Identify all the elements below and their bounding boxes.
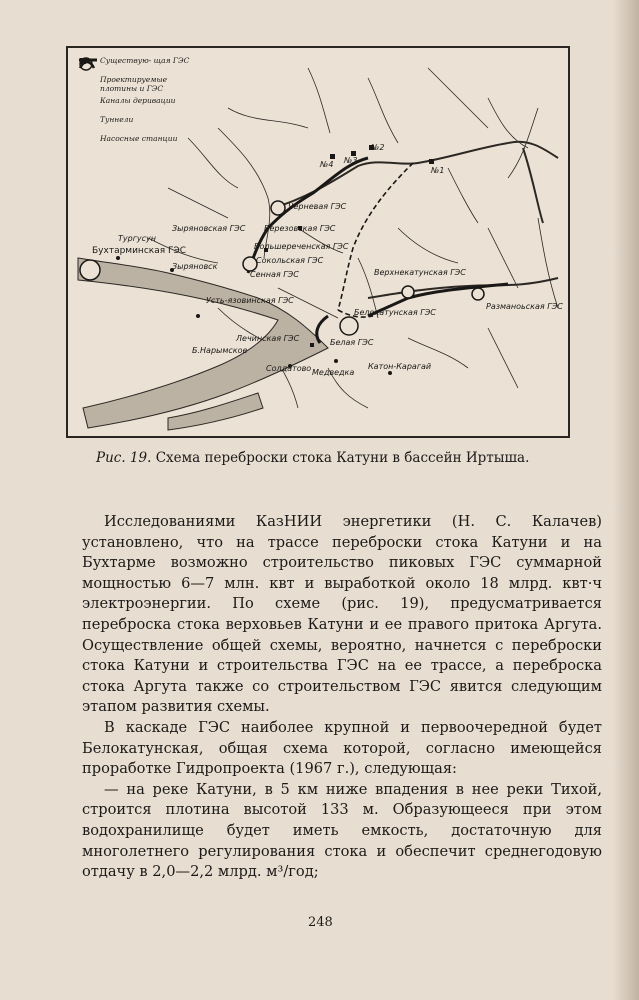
legend-item	[78, 115, 198, 131]
legend-item	[78, 96, 198, 112]
planned-dam-icon	[78, 75, 100, 91]
paragraph: В каскаде ГЭС наиболее крупной и первоочередной будет Белокатунская, общая схема которой, согласно имеющейся проработке Гидропроекта (1967 г.), следующая:	[82, 718, 602, 778]
map-label-razmanovskaya: Разманоьская ГЭС	[486, 302, 563, 311]
map-legend	[78, 56, 198, 153]
map-label-bolsherechenskaya: Большереченская ГЭС	[254, 242, 349, 251]
legend-text: Проектируемые плотины и ГЭС	[100, 75, 168, 93]
map-label-belokatunskaya: Белокатунская ГЭС	[354, 308, 436, 317]
map-label-pump-1: №1	[431, 166, 445, 175]
map-label-katon-karagay: Катон-Карагай	[368, 362, 432, 371]
body-text	[82, 512, 602, 883]
paragraph: — на реке Катуни, в 5 км ниже впадения в нее реки Тихой, строится плотина высотой 133 м. Образующееся при этом водохранилище будет иметь емкость, достаточную для многолетнего регулирования стока и обеспечит среднегодовую отдачу в 2,0—2,2 млрд. м³/год;	[82, 780, 602, 881]
map-label-lechinskaya: Лечинская ГЭС	[236, 334, 300, 343]
legend-text: Туннели	[100, 115, 134, 124]
map-label-belaya: Белая ГЭС	[330, 338, 374, 347]
legend-item	[78, 75, 198, 93]
figure-caption-text: Схема переброски стока Катуни в бассейн Иртыша.	[155, 450, 530, 466]
map-label-verkhnekatunskaya: Верхнекатунская ГЭС	[374, 268, 466, 277]
page-edge-shadow	[613, 0, 639, 1000]
legend-text: Насосные станции	[100, 134, 178, 143]
legend-item	[78, 134, 198, 150]
map-label-soldatovo: Солдатово	[266, 364, 312, 373]
map-label-turgusun: Тургусун	[118, 234, 156, 243]
map-label-zyryanovskaya: Зыряновская ГЭС	[172, 224, 246, 233]
paragraph: Исследованиями КазНИИ энергетики (Н. С. Калачев) установлено, что на трассе переброски стока Катуни и на Бухтарме возможно строительство пиковых ГЭС суммарной мощностью 6—7 млн. квт и выработкой около 18 млрд. квт·ч электроэнергии. По схеме (рис. 19), предусматривается переброска стока верховьев Катуни и ее правого притока Аргута. Осуществление общей схемы, вероятно, начнется с переброски стока Катуни и строительства ГЭС на ее трассе, а переброска стока Аргута также со строительством ГЭС явится следующим этапом развития схемы.	[82, 513, 602, 716]
map-label-b-narymskoe: Б.Нарымское	[192, 346, 248, 355]
map-label-zyryanovsk: Зыряновск	[172, 262, 218, 271]
map-label-chernevaya: Черневая ГЭС	[288, 202, 347, 211]
figure-caption	[96, 450, 576, 466]
canal-icon	[78, 96, 100, 112]
pump-station-icon	[78, 134, 100, 150]
legend-text: Существую- щая ГЭС	[100, 56, 190, 65]
tunnel-icon	[78, 115, 100, 131]
map-label-pump-4: №4	[320, 160, 334, 169]
map-label-sennaya: Сенная ГЭС	[250, 270, 299, 279]
figure-number: Рис. 19.	[96, 450, 152, 466]
legend-text: Каналы деривации	[100, 96, 176, 105]
map-label-bukhtarminskaya: Бухтарминская ГЭС	[92, 246, 187, 256]
page-number: 248	[308, 915, 333, 930]
map-label-ust-yazovinskaya: Усть-язовинская ГЭС	[206, 296, 294, 305]
map-label-pump-2: №2	[371, 143, 385, 152]
map-label-pump-3: №3	[344, 156, 358, 165]
map-figure	[66, 46, 570, 438]
map-label-sokolskaya: Сокольская ГЭС	[256, 256, 324, 265]
map-label-berezovskaya: Березовская ГЭС	[264, 224, 336, 233]
map-label-medvedka: Медведка	[312, 368, 355, 377]
